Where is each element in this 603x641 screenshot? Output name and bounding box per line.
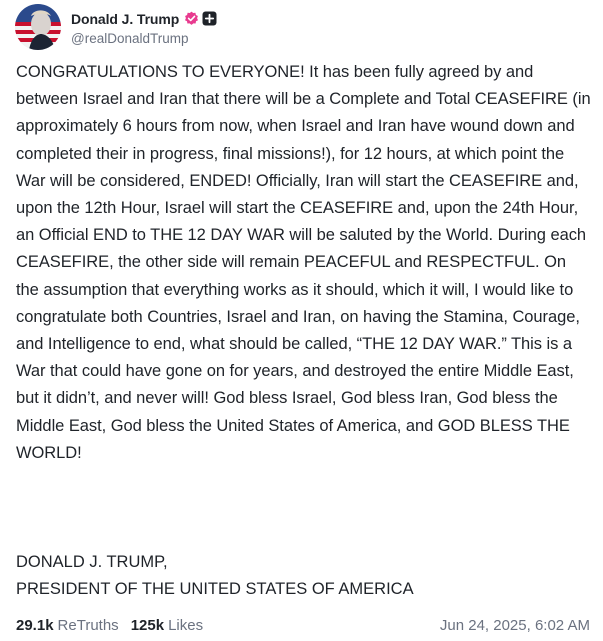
post-signature [16, 549, 592, 603]
avatar[interactable] [15, 4, 61, 50]
likes-stat[interactable] [131, 617, 203, 634]
name-row [71, 9, 217, 29]
post-header [15, 4, 217, 50]
likes-count: 125k [130, 616, 165, 634]
author-display-name[interactable]: Donald J. Trump [71, 10, 180, 27]
post-timestamp[interactable]: Jun 24, 2025, 6:02 AM [439, 616, 590, 634]
post-footer [16, 614, 590, 636]
retruths-label: ReTruths [57, 616, 119, 634]
likes-label: Likes [168, 616, 204, 634]
signature-title: PRESIDENT OF THE UNITED STATES OF AMERICA [16, 580, 414, 599]
author-names [71, 9, 217, 46]
avatar-image [15, 4, 61, 50]
post-body: CONGRATULATIONS TO EVERYONE! It has been fully agreed by and between Israel and Iran that there will be a Complete and Total CEASEFIRE (in approximately 6 hours from now, when Israel and Iran have wound down and completed their in progress, final missions!), for 12 hours, at which point the War will be considered, ENDED! Officially, Iran will start the CEASEFIRE and, upon the 12th Hour, Israel will start the CEASEFIRE and, upon the 24th Hour, an Official END to THE 12 DAY WAR will be saluted by the World. During each CEASEFIRE, the other side will remain PEACEFUL and RESPECTFUL. On the assumption that everything works as it should, which it will, I would like to congratulate both Countries, Israel and Iran, on having the Stamina, Courage, and Intelligence to end, what should be called, “THE 12 DAY WAR.” This is a War that could have gone on for years, and destroyed the entire Middle East, but it didn’t, and never will! God bless Israel, God bless Iran, God bless the Middle East, God bless the United States of America, and GOD BLESS THE WORLD! [16, 63, 591, 462]
plus-badge-icon [202, 11, 217, 26]
retruths-count: 29.1k [16, 616, 54, 634]
verified-check-icon [184, 11, 199, 26]
signature-line: DONALD J. TRUMP, [16, 553, 168, 571]
retruths-stat[interactable] [16, 617, 119, 634]
author-handle[interactable]: @realDonaldTrump [71, 30, 189, 46]
